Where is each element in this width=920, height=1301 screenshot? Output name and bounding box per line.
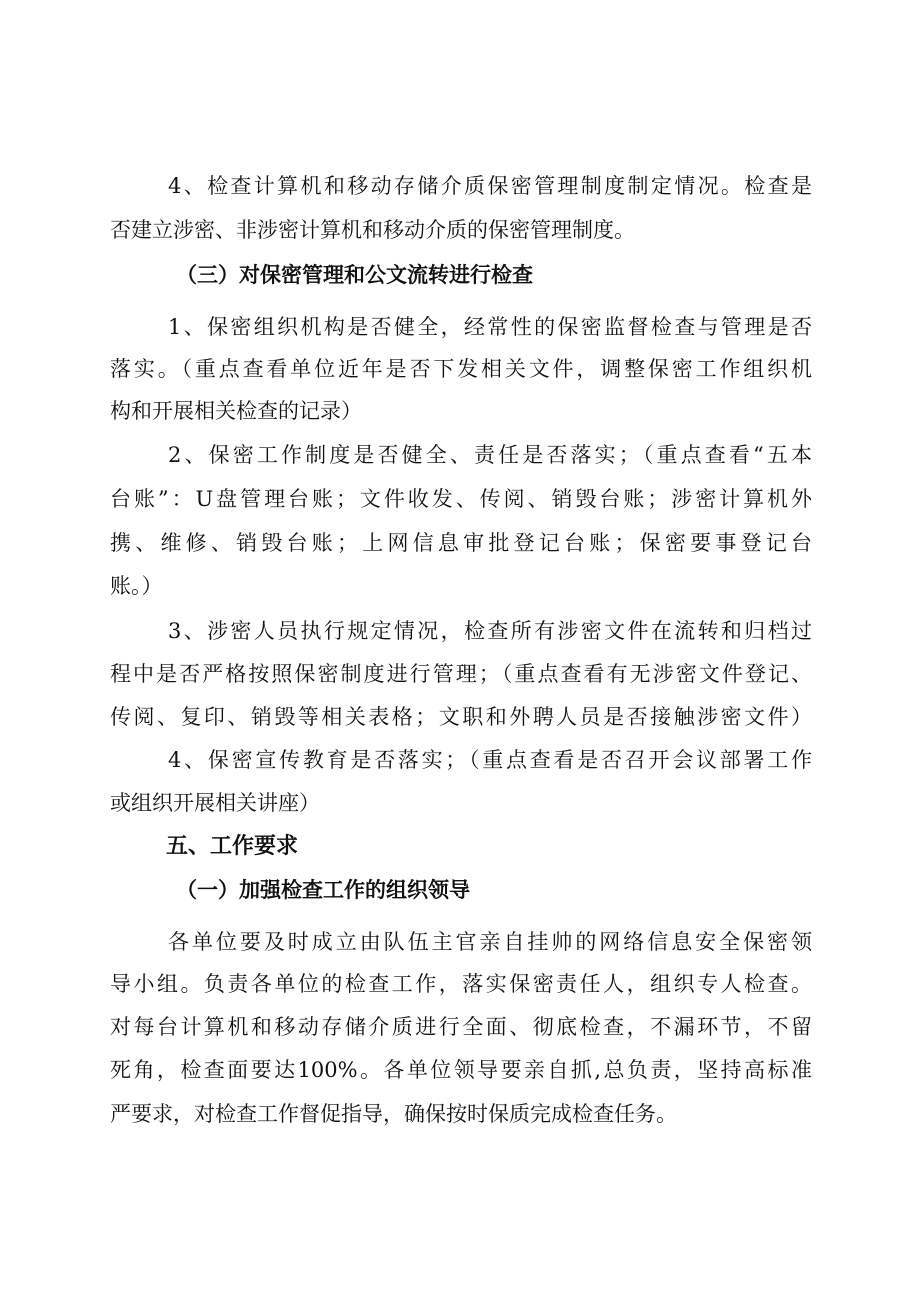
paragraph-line: 或组织开展相关讲座） — [110, 791, 320, 815]
paragraph-line: 各单位要及时成立由队伍主官亲自挂帅的网络信息安全保密领 — [168, 930, 812, 954]
paragraph-line: 否建立涉密、非涉密计算机和移动介质的保密管理制度。 — [110, 218, 635, 242]
paragraph-line: 4、保密宣传教育是否落实；（重点查看是否召开会议部署工作 — [168, 748, 812, 772]
paragraph-line: 1、保密组织机构是否健全，经常性的保密监督检查与管理是否 — [168, 315, 812, 339]
section-heading: （三）对保密管理和公文流转进行检查 — [176, 263, 533, 287]
subsection-heading: （一）加强检查工作的组织领导 — [176, 878, 470, 902]
paragraph-line: 构和开展相关检查的记录） — [110, 399, 362, 423]
paragraph-line: 严要求，对检查工作督促指导，确保按时保质完成检查任务。 — [110, 1102, 677, 1126]
paragraph-line: 台账”：U盘管理台账；文件收发、传阅、销毁台账；涉密计算机外 — [110, 487, 812, 511]
paragraph-line: 3、涉密人员执行规定情况，检查所有涉密文件在流转和归档过 — [168, 619, 812, 643]
paragraph-line: 账。） — [110, 574, 163, 598]
paragraph-line: 对每台计算机和移动存储介质进行全面、彻底检查，不漏环节，不留 — [110, 1015, 812, 1039]
paragraph-line: 死角，检查面要达100%。各单位领导要亲自抓,总负责，坚持高标准 — [110, 1058, 812, 1082]
chapter-heading: 五、工作要求 — [166, 834, 299, 859]
paragraph-line: 传阅、复印、销毁等相关表格；文职和外聘人员是否接触涉密文件） — [110, 705, 812, 729]
paragraph-line: 程中是否严格按照保密制度进行管理；（重点查看有无涉密文件登记、 — [110, 662, 812, 686]
paragraph-line: 4、检查计算机和移动存储介质保密管理制度制定情况。检查是 — [168, 174, 812, 198]
paragraph-line: 携、维修、销毁台账；上网信息审批登记台账；保密要事登记台 — [110, 531, 812, 555]
paragraph-line: 导小组。负责各单位的检查工作，落实保密责任人，组织专人检查。 — [110, 972, 812, 996]
paragraph-line: 2、保密工作制度是否健全、责任是否落实；（重点查看“五本 — [168, 443, 812, 467]
paragraph-line: 落实。（重点查看单位近年是否下发相关文件，调整保密工作组织机 — [110, 357, 812, 381]
